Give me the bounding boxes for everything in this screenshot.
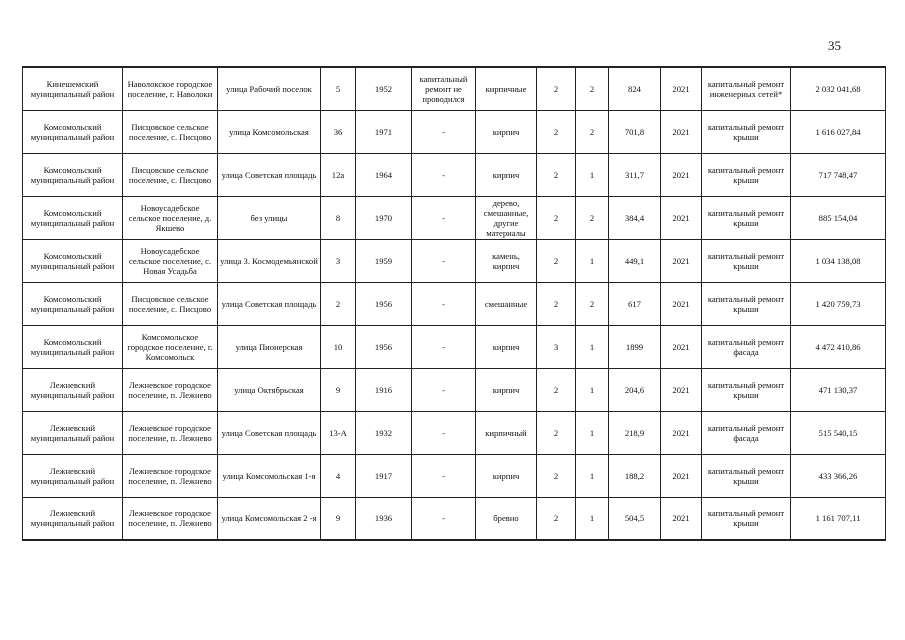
cell-district: Лежневский муниципальный район [23,497,123,540]
cell-build-year: 1970 [356,196,412,239]
cell-entrances: 1 [576,454,609,497]
cell-wall-material: кирпич [476,325,537,368]
cell-house-number: 8 [321,196,356,239]
cell-floors: 2 [537,368,576,411]
cell-repair-type: капитальный ремонт крыши [702,497,791,540]
cell-floors: 2 [537,67,576,110]
cell-repair-type: капитальный ремонт фасада [702,411,791,454]
cell-street: улица Рабочий поселок [218,67,321,110]
cell-entrances: 2 [576,110,609,153]
cell-wall-material: кирпич [476,454,537,497]
cell-entrances: 1 [576,497,609,540]
cell-cost: 433 366,26 [791,454,886,497]
cell-cost: 1 420 759,73 [791,282,886,325]
cell-district: Комсомольский муниципальный район [23,110,123,153]
cell-district: Лежневский муниципальный район [23,368,123,411]
cell-entrances: 2 [576,67,609,110]
cell-area: 504,5 [609,497,661,540]
cell-last-repair: капитальный ремонт не проводился [412,67,476,110]
cell-repair-type: капитальный ремонт крыши [702,239,791,282]
cell-last-repair: - [412,196,476,239]
cell-plan-year: 2021 [661,282,702,325]
cell-house-number: 13-А [321,411,356,454]
cell-last-repair: - [412,110,476,153]
cell-floors: 2 [537,239,576,282]
cell-plan-year: 2021 [661,497,702,540]
cell-wall-material: смешанные [476,282,537,325]
cell-build-year: 1959 [356,239,412,282]
cell-area: 218,9 [609,411,661,454]
cell-settlement: Наволокское городское поселение, г. Наволоки [123,67,218,110]
cell-house-number: 9 [321,368,356,411]
cell-plan-year: 2021 [661,67,702,110]
cell-cost: 4 472 410,86 [791,325,886,368]
cell-plan-year: 2021 [661,325,702,368]
cell-area: 204,6 [609,368,661,411]
table-row [23,325,886,368]
cell-street: улица Пионерская [218,325,321,368]
cell-street: улица Комсомольская 2 -я [218,497,321,540]
cell-house-number: 2 [321,282,356,325]
cell-house-number: 10 [321,325,356,368]
cell-build-year: 1916 [356,368,412,411]
cell-repair-type: капитальный ремонт крыши [702,196,791,239]
cell-area: 384,4 [609,196,661,239]
table-row [23,282,886,325]
cell-floors: 2 [537,497,576,540]
cell-cost: 1 616 027,84 [791,110,886,153]
cell-district: Кинешемский муниципальный район [23,67,123,110]
cell-settlement: Новоусадебское сельское поселение, с. Новая Усадьба [123,239,218,282]
cell-settlement: Писцовское сельское поселение, с. Писцово [123,282,218,325]
table-row [23,67,886,110]
cell-street: улица Комсомольская 1-я [218,454,321,497]
cell-floors: 2 [537,282,576,325]
cell-settlement: Лежневское городское поселение, п. Лежнево [123,368,218,411]
cell-area: 617 [609,282,661,325]
cell-last-repair: - [412,454,476,497]
cell-settlement: Лежневское городское поселение, п. Лежнево [123,497,218,540]
cell-house-number: 3 [321,239,356,282]
cell-last-repair: - [412,411,476,454]
housing-repair-table [22,66,886,541]
cell-house-number: 4 [321,454,356,497]
cell-settlement: Лежневское городское поселение, п. Лежнево [123,454,218,497]
cell-settlement: Комсомольское городское поселение, г. Комсомольск [123,325,218,368]
table-row [23,454,886,497]
cell-house-number: 9 [321,497,356,540]
cell-repair-type: капитальный ремонт инженерных сетей* [702,67,791,110]
cell-wall-material: кирпич [476,153,537,196]
table-row [23,196,886,239]
table-row [23,110,886,153]
cell-build-year: 1956 [356,282,412,325]
cell-settlement: Писцовское сельское поселение, с. Писцово [123,153,218,196]
table-row [23,239,886,282]
cell-build-year: 1936 [356,497,412,540]
cell-last-repair: - [412,239,476,282]
cell-area: 701,8 [609,110,661,153]
cell-floors: 2 [537,153,576,196]
cell-district: Лежневский муниципальный район [23,454,123,497]
cell-last-repair: - [412,282,476,325]
cell-build-year: 1917 [356,454,412,497]
cell-settlement: Писцовское сельское поселение, с. Писцово [123,110,218,153]
cell-cost: 717 748,47 [791,153,886,196]
cell-floors: 2 [537,196,576,239]
table-body [23,67,886,540]
cell-floors: 2 [537,110,576,153]
cell-build-year: 1932 [356,411,412,454]
table-row [23,368,886,411]
cell-cost: 515 540,15 [791,411,886,454]
cell-street: улица Советская площадь [218,153,321,196]
cell-floors: 2 [537,454,576,497]
cell-cost: 2 032 041,68 [791,67,886,110]
cell-last-repair: - [412,497,476,540]
cell-wall-material: кирпич [476,110,537,153]
cell-repair-type: капитальный ремонт крыши [702,368,791,411]
cell-plan-year: 2021 [661,411,702,454]
cell-plan-year: 2021 [661,368,702,411]
cell-last-repair: - [412,368,476,411]
cell-plan-year: 2021 [661,454,702,497]
cell-district: Комсомольский муниципальный район [23,282,123,325]
page-number: 35 [828,38,841,53]
cell-street: улица Октябрьская [218,368,321,411]
table-row [23,497,886,540]
cell-wall-material: кирпичные [476,67,537,110]
cell-house-number: 36 [321,110,356,153]
cell-cost: 885 154,04 [791,196,886,239]
table-row [23,153,886,196]
cell-entrances: 1 [576,411,609,454]
cell-area: 311,7 [609,153,661,196]
table-row [23,411,886,454]
cell-street: улица З. Космодемьянской [218,239,321,282]
cell-street: улица Советская площадь [218,411,321,454]
cell-wall-material: бревно [476,497,537,540]
cell-house-number: 12а [321,153,356,196]
cell-repair-type: капитальный ремонт крыши [702,110,791,153]
cell-settlement: Новоусадебское сельское поселение, д. Якшево [123,196,218,239]
cell-area: 188,2 [609,454,661,497]
cell-district: Комсомольский муниципальный район [23,196,123,239]
cell-plan-year: 2021 [661,110,702,153]
cell-street: улица Советская площадь [218,282,321,325]
cell-build-year: 1952 [356,67,412,110]
cell-floors: 3 [537,325,576,368]
cell-build-year: 1964 [356,153,412,196]
cell-entrances: 2 [576,282,609,325]
cell-repair-type: капитальный ремонт крыши [702,282,791,325]
cell-wall-material: камень, кирпич [476,239,537,282]
cell-last-repair: - [412,153,476,196]
cell-repair-type: капитальный ремонт крыши [702,153,791,196]
cell-district: Комсомольский муниципальный район [23,153,123,196]
cell-district: Комсомольский муниципальный район [23,325,123,368]
cell-district: Комсомольский муниципальный район [23,239,123,282]
cell-repair-type: капитальный ремонт фасада [702,325,791,368]
cell-cost: 471 130,37 [791,368,886,411]
cell-cost: 1 161 707,11 [791,497,886,540]
cell-area: 449,1 [609,239,661,282]
cell-entrances: 2 [576,196,609,239]
cell-entrances: 1 [576,325,609,368]
cell-repair-type: капитальный ремонт крыши [702,454,791,497]
cell-settlement: Лежневское городское поселение, п. Лежнево [123,411,218,454]
cell-wall-material: кирпич [476,368,537,411]
cell-last-repair: - [412,325,476,368]
cell-district: Лежневский муниципальный район [23,411,123,454]
cell-build-year: 1971 [356,110,412,153]
cell-wall-material: дерево, смешанные, другие материалы [476,196,537,239]
cell-street: улица Комсомольская [218,110,321,153]
cell-entrances: 1 [576,153,609,196]
cell-build-year: 1956 [356,325,412,368]
cell-street: без улицы [218,196,321,239]
cell-plan-year: 2021 [661,239,702,282]
cell-cost: 1 034 138,08 [791,239,886,282]
cell-floors: 2 [537,411,576,454]
cell-house-number: 5 [321,67,356,110]
cell-entrances: 1 [576,239,609,282]
cell-area: 1899 [609,325,661,368]
cell-plan-year: 2021 [661,196,702,239]
cell-plan-year: 2021 [661,153,702,196]
cell-wall-material: кирпичный [476,411,537,454]
cell-entrances: 1 [576,368,609,411]
cell-area: 824 [609,67,661,110]
